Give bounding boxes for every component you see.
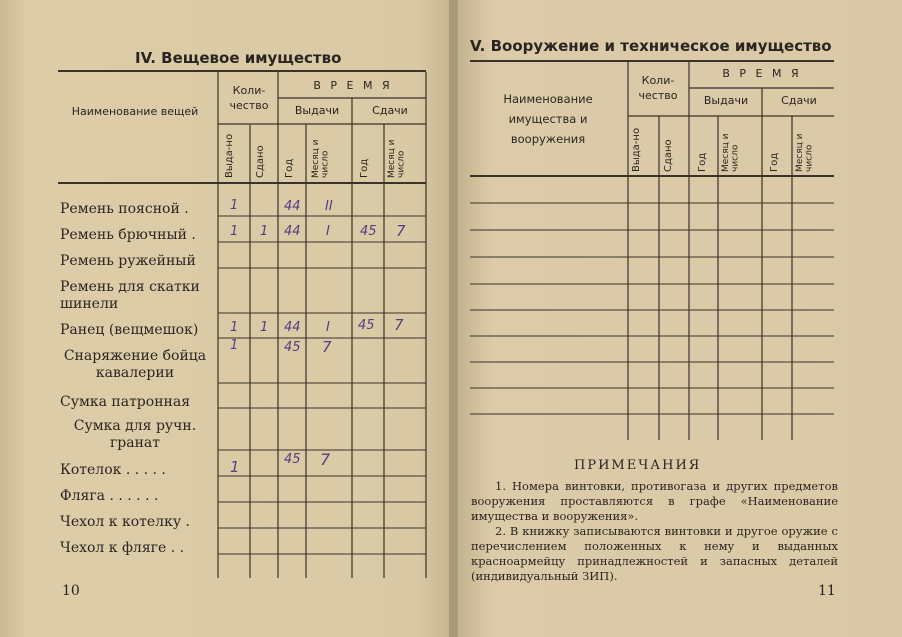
left-header-returned: Сдано	[255, 145, 266, 178]
left-header-issue: Выдачи	[294, 104, 340, 117]
left-page-title: IV. Вещевое имущество	[135, 49, 342, 67]
right-header-returned: Сдано	[663, 139, 674, 172]
left-header-year: Год	[284, 158, 295, 178]
hw-year: 45	[284, 340, 301, 355]
hw-issued: 1	[230, 224, 239, 239]
right-header-name: Наименование имущества и вооружения	[503, 92, 593, 147]
right-header-issued: Выда-но	[631, 127, 642, 172]
hw-year: 45	[284, 452, 301, 467]
hw-return-month: 7	[394, 316, 404, 334]
hw-returned: 1	[260, 320, 269, 335]
left-header-issued: Выда-но	[224, 133, 235, 178]
left-header-name: Наименование вещей	[71, 105, 199, 118]
hw-return-year: 45	[360, 224, 377, 239]
item-backpack: Ранец (вещмешок)	[60, 322, 199, 338]
right-header-quantity: Коли-чество	[638, 74, 678, 102]
hw-return-year: 45	[358, 318, 375, 333]
hw-month: 7	[320, 450, 331, 469]
notes-title: ПРИМЕЧАНИЯ	[574, 458, 702, 473]
hw-issued: 1	[230, 320, 239, 335]
item-grenade-pouch: Сумка для ручн. гранат	[73, 418, 197, 451]
hw-year: 44	[284, 224, 301, 239]
right-page-number: 11	[818, 583, 836, 599]
hw-month: 7	[322, 338, 332, 356]
right-header-issue: Выдачи	[703, 94, 749, 107]
item-mess-tin: Котелок . . . . .	[60, 462, 166, 478]
item-mess-tin-cover: Чехол к котелку .	[60, 514, 190, 530]
hw-month: I	[326, 224, 330, 239]
item-flask-cover: Чехол к фляге . .	[60, 540, 185, 556]
item-belt-rifle: Ремень ружейный	[60, 253, 196, 269]
left-header-return: Сдачи	[372, 104, 408, 117]
note-1: 1. Номера винтовки, противогаза и других предметов вооружения проставляются в графе «Наименование имущества и вооружения».	[471, 479, 838, 523]
item-belt-trousers: Ремень брючный .	[60, 227, 196, 243]
right-header-year: Год	[697, 152, 708, 172]
hw-year: 44	[284, 320, 301, 335]
left-header-year-2: Год	[359, 158, 370, 178]
item-belt-waist: Ремень поясной .	[60, 201, 189, 217]
right-header-month-day: Месяц и число	[721, 133, 741, 172]
item-cavalry-gear: Снаряжение бойца кавалерии	[63, 348, 207, 381]
hw-returned: 1	[260, 224, 269, 239]
hw-issued: 1	[230, 338, 239, 353]
right-header-month-day-2: Месяц и число	[795, 133, 815, 172]
hw-month: I	[326, 320, 330, 335]
right-header-return: Сдачи	[781, 94, 817, 107]
left-header-time: В Р Е М Я	[313, 79, 393, 92]
right-header-time: В Р Е М Я	[722, 67, 802, 80]
item-cartridge-pouch: Сумка патронная	[60, 394, 191, 410]
hw-issued: 1	[230, 458, 240, 476]
hw-month: II	[325, 199, 333, 214]
left-header-month-day-2: Месяц и число	[387, 139, 407, 178]
item-flask: Фляга . . . . . .	[60, 488, 159, 504]
right-page-title: V. Вооружение и техническое имущество	[470, 37, 832, 55]
hw-return-month: 7	[396, 222, 406, 240]
hw-year: 44	[284, 199, 301, 214]
left-header-month-day: Месяц и число	[311, 139, 331, 178]
left-page-number: 10	[62, 583, 80, 599]
left-header-quantity: Коли-чество	[229, 84, 269, 112]
note-2: 2. В книжку записываются винтовки и другое оружие с перечислением положенных к нему и выданных красноармейцу принадлежностей и запасных деталей (индивидуальный ЗИП).	[471, 524, 838, 583]
right-header-year-2: Год	[769, 152, 780, 172]
item-belt-greatcoat: Ремень для скатки шинели	[60, 279, 200, 312]
hw-issued: 1	[230, 198, 239, 213]
